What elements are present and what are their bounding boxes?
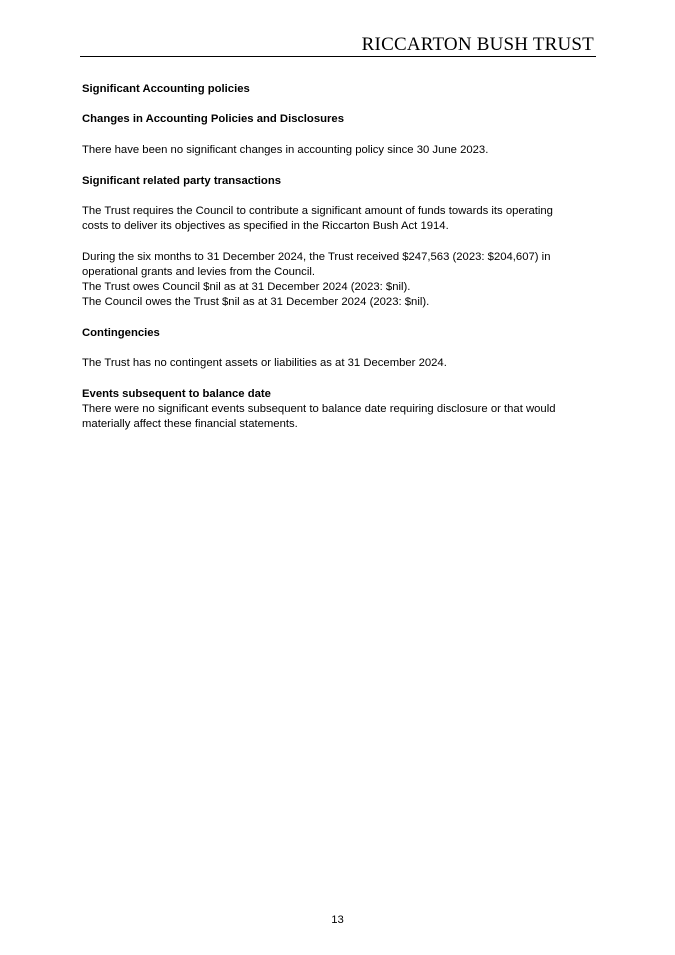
heading-contingencies: Contingencies [82,327,160,339]
paragraph-line: materially affect these financial statements. [82,418,298,430]
paragraph-line: There have been no significant changes in accounting policy since 30 June 2023. [82,144,489,156]
header-title: RICCARTON BUSH TRUST [361,34,594,55]
paragraph-line: costs to deliver its objectives as specified in the Riccarton Bush Act 1914. [82,220,449,232]
paragraph-line: operational grants and levies from the Council. [82,266,315,278]
heading-related-party-transactions: Significant related party transactions [82,175,282,187]
paragraph-line: During the six months to 31 December 2024, the Trust received $247,563 (2023: $204,607) in [82,251,551,263]
heading-events-subsequent: Events subsequent to balance date [82,388,271,400]
heading-changes-in-accounting-policies: Changes in Accounting Policies and Disclosures [82,113,344,125]
paragraph-line: The Trust owes Council $nil as at 31 December 2024 (2023: $nil). [82,281,411,293]
paragraph-line: The Council owes the Trust $nil as at 31 December 2024 (2023: $nil). [82,296,430,308]
paragraph-line: There were no significant events subsequent to balance date requiring disclosure or that would [82,403,556,415]
page-number: 13 [331,914,344,926]
paragraph-line: The Trust requires the Council to contribute a significant amount of funds towards its operating [82,205,553,217]
page-header [80,30,596,57]
paragraph-line: The Trust has no contingent assets or liabilities as at 31 December 2024. [82,357,447,369]
heading-significant-accounting-policies: Significant Accounting policies [82,83,250,95]
